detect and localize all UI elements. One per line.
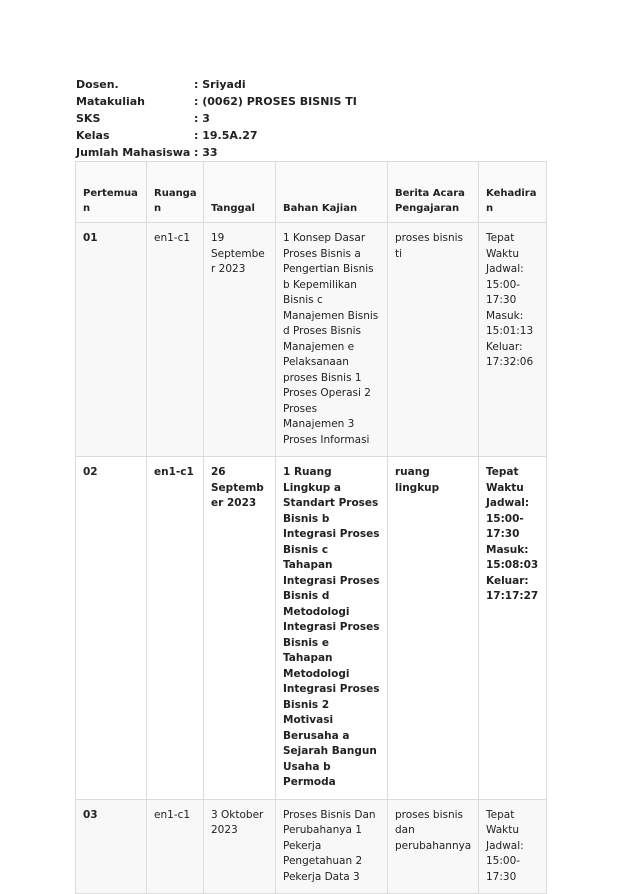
header-kehadiran: Kehadiran	[479, 162, 547, 223]
cell-ruangan: en1-c1	[147, 799, 204, 894]
info-label: Jumlah Mahasiswa	[76, 146, 191, 159]
cell-tanggal: 3 Oktober 2023	[204, 799, 276, 894]
info-label: SKS	[76, 112, 101, 125]
cell-kehadiran: Tepat Waktu Jadwal: 15:00-17:30 Masuk: 15:08:03 Keluar: 17:17:27	[479, 457, 547, 800]
header-tanggal: Tanggal	[204, 162, 276, 223]
info-value: : (0062) PROSES BISNIS TI	[194, 95, 357, 108]
info-row-jumlah-mahasiswa	[76, 144, 357, 161]
table-row	[76, 223, 547, 457]
cell-tanggal: 19 September 2023	[204, 223, 276, 457]
info-row-kelas	[76, 127, 357, 144]
course-info	[76, 76, 357, 161]
info-row-matakuliah	[76, 93, 357, 110]
cell-bahan-kajian: Proses Bisnis Dan Perubahanya 1 Pekerja Pengetahuan 2 Pekerja Data 3	[276, 799, 388, 894]
cell-berita-acara: ruang lingkup	[388, 457, 479, 800]
table-row	[76, 799, 547, 894]
cell-ruangan: en1-c1	[147, 223, 204, 457]
cell-pertemuan: 01	[76, 223, 147, 457]
info-value: : 19.5A.27	[194, 129, 258, 142]
info-label: Matakuliah	[76, 95, 145, 108]
attendance-table	[75, 161, 547, 894]
header-pertemuan: Pertemuan	[76, 162, 147, 223]
cell-berita-acara: proses bisnis dan perubahannya	[388, 799, 479, 894]
header-bahan-kajian: Bahan Kajian	[276, 162, 388, 223]
table-row	[76, 457, 547, 800]
cell-pertemuan: 02	[76, 457, 147, 800]
cell-bahan-kajian: 1 Konsep Dasar Proses Bisnis a Pengertian Bisnis b Kepemilikan Bisnis c Manajemen Bisnis d Proses Bisnis Manajemen e Pelaksanaan proses Bisnis 1 Proses Operasi 2 Proses Manajemen 3 Proses Informasi	[276, 223, 388, 457]
cell-pertemuan: 03	[76, 799, 147, 894]
cell-kehadiran: Tepat Waktu Jadwal: 15:00-17:30 Masuk: 15:01:13 Keluar: 17:32:06	[479, 223, 547, 457]
info-value: : 3	[194, 112, 210, 125]
info-value: : 33	[194, 146, 218, 159]
info-row-dosen	[76, 76, 357, 93]
table-header-row	[76, 162, 547, 223]
attendance-table-container	[75, 161, 546, 883]
cell-berita-acara: proses bisnis ti	[388, 223, 479, 457]
header-berita-acara: Berita Acara Pengajaran	[388, 162, 479, 223]
cell-bahan-kajian: 1 Ruang Lingkup a Standart Proses Bisnis b Integrasi Proses Bisnis c Tahapan Integrasi Proses Bisnis d Metodologi Integrasi Proses Bisnis e Tahapan Metodologi Integrasi Proses Bisnis 2 Motivasi Berusaha a Sejarah Bangun Usaha b Permoda	[276, 457, 388, 800]
info-row-sks	[76, 110, 357, 127]
info-label: Dosen.	[76, 78, 119, 91]
cell-tanggal: 26 September 2023	[204, 457, 276, 800]
cell-kehadiran: Tepat Waktu Jadwal: 15:00-17:30	[479, 799, 547, 894]
info-label: Kelas	[76, 129, 110, 142]
info-value: : Sriyadi	[194, 78, 246, 91]
header-ruangan: Ruangan	[147, 162, 204, 223]
cell-ruangan: en1-c1	[147, 457, 204, 800]
